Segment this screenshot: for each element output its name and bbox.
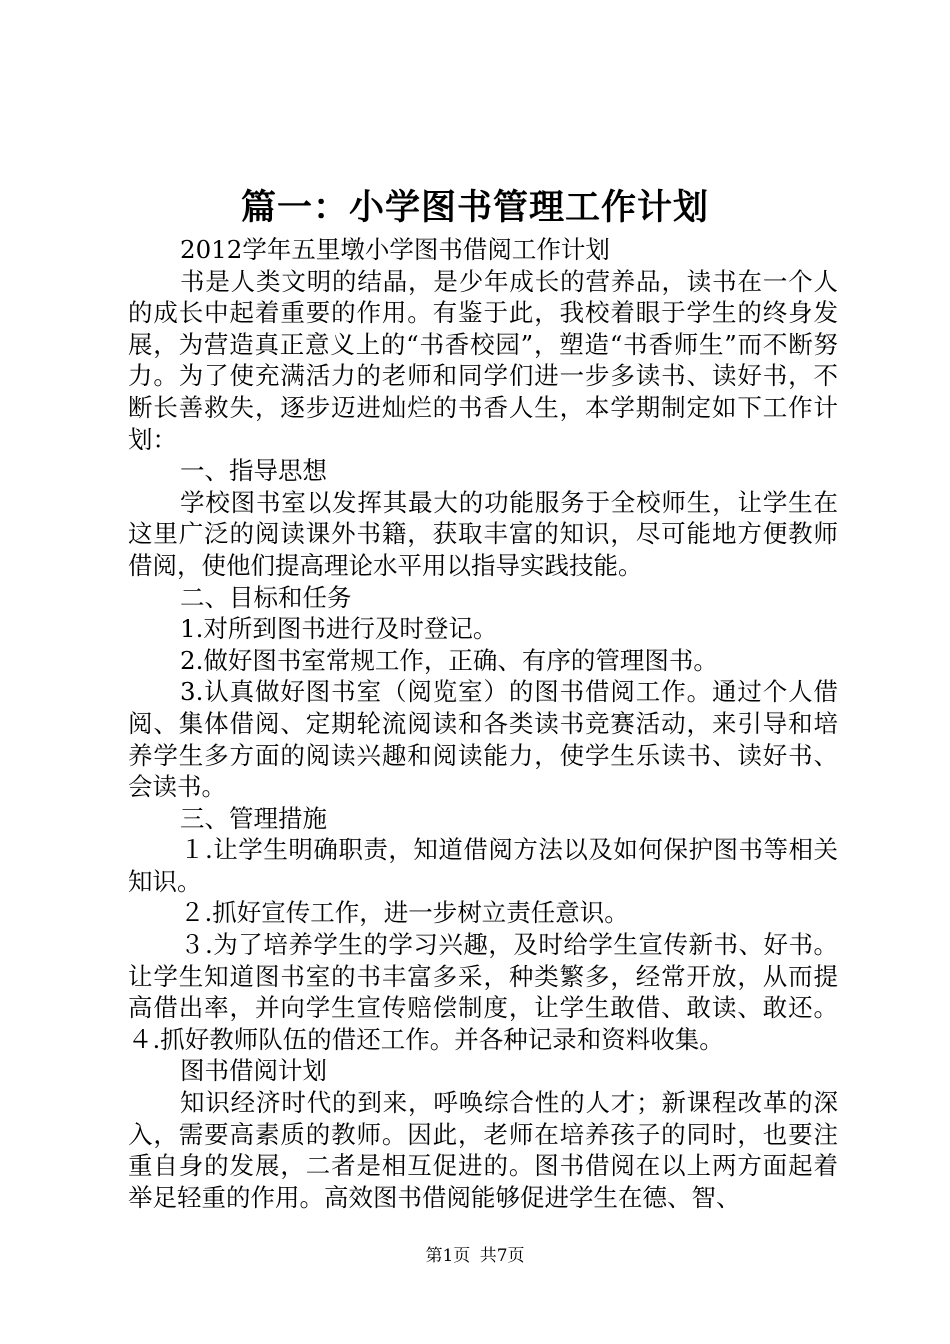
page-footer bbox=[0, 1244, 950, 1268]
section-heading-goals: 二、目标和任务 bbox=[180, 582, 352, 612]
document-title: 篇一：小学图书管理工作计划 bbox=[240, 187, 709, 228]
section-heading-measures: 三、管理措施 bbox=[180, 803, 327, 833]
paragraph-intro: 书是人类文明的结晶，是少年成长的营养品，读书在一个人的成长中起着重要的作用。有鉴于此，我校着眼于学生的终身发展，为营造真正意义上的“书香校园”，塑造“书香师生”而不断努力。为了使充满活力的老师和同学们进一步多读书、读好书，不断长善救失，逐步迈进灿烂的书香人生，本学期制定如下工作计划： bbox=[128, 266, 838, 454]
list-item-measure-2: ２.抓好宣传工作，进一步树立责任意识。 bbox=[180, 898, 629, 928]
page-number: 第1页 bbox=[425, 1246, 471, 1266]
list-item-goal-2: 2.做好图书室常规工作，正确、有序的管理图书。 bbox=[180, 645, 718, 675]
paragraph-borrowing-plan: 知识经济时代的到来，呼唤综合性的人才；新课程改革的深入，需要高素质的教师。因此，老师在培养孩子的同时，也要注重自身的发展，二者是相互促进的。图书借阅在以上两方面起着举足轻重的作用。高效图书借阅能够促进学生在德、智、 bbox=[128, 1088, 838, 1212]
list-item-goal-1: 1.对所到图书进行及时登记。 bbox=[180, 614, 498, 644]
list-item-goal-3: 3.认真做好图书室（阅览室）的图书借阅工作。通过个人借阅、集体借阅、定期轮流阅读和各类读书竞赛活动，来引导和培养学生多方面的阅读兴趣和阅读能力，使学生乐读书、读好书、会读书。 bbox=[128, 677, 838, 802]
paragraph-guiding-ideas: 学校图书室以发挥其最大的功能服务于全校师生，让学生在这里广泛的阅读课外书籍，获取丰富的知识，尽可能地方便教师借阅，使他们提高理论水平用以指导实践技能。 bbox=[128, 487, 838, 580]
paragraph-subtitle: 2012学年五里墩小学图书借阅工作计划 bbox=[180, 235, 610, 264]
page-total: 共7页 bbox=[479, 1246, 525, 1266]
section-heading-borrowing-plan: 图书借阅计划 bbox=[180, 1056, 327, 1086]
list-item-measure-1: １.让学生明确职责，知道借阅方法以及如何保护图书等相关知识。 bbox=[128, 835, 838, 896]
section-heading-guiding-ideas: 一、指导思想 bbox=[180, 456, 327, 486]
list-item-measure-3: ３.为了培养学生的学习兴趣，及时给学生宣传新书、好书。让学生知道图书室的书丰富多采，种类繁多，经常开放，从而提高借出率，并向学生宣传赔偿制度，让学生敢借、敢读、敢还。４.抓好教师队伍的借还工作。并各种记录和资料收集。 bbox=[128, 930, 838, 1054]
document-body bbox=[128, 234, 838, 1213]
